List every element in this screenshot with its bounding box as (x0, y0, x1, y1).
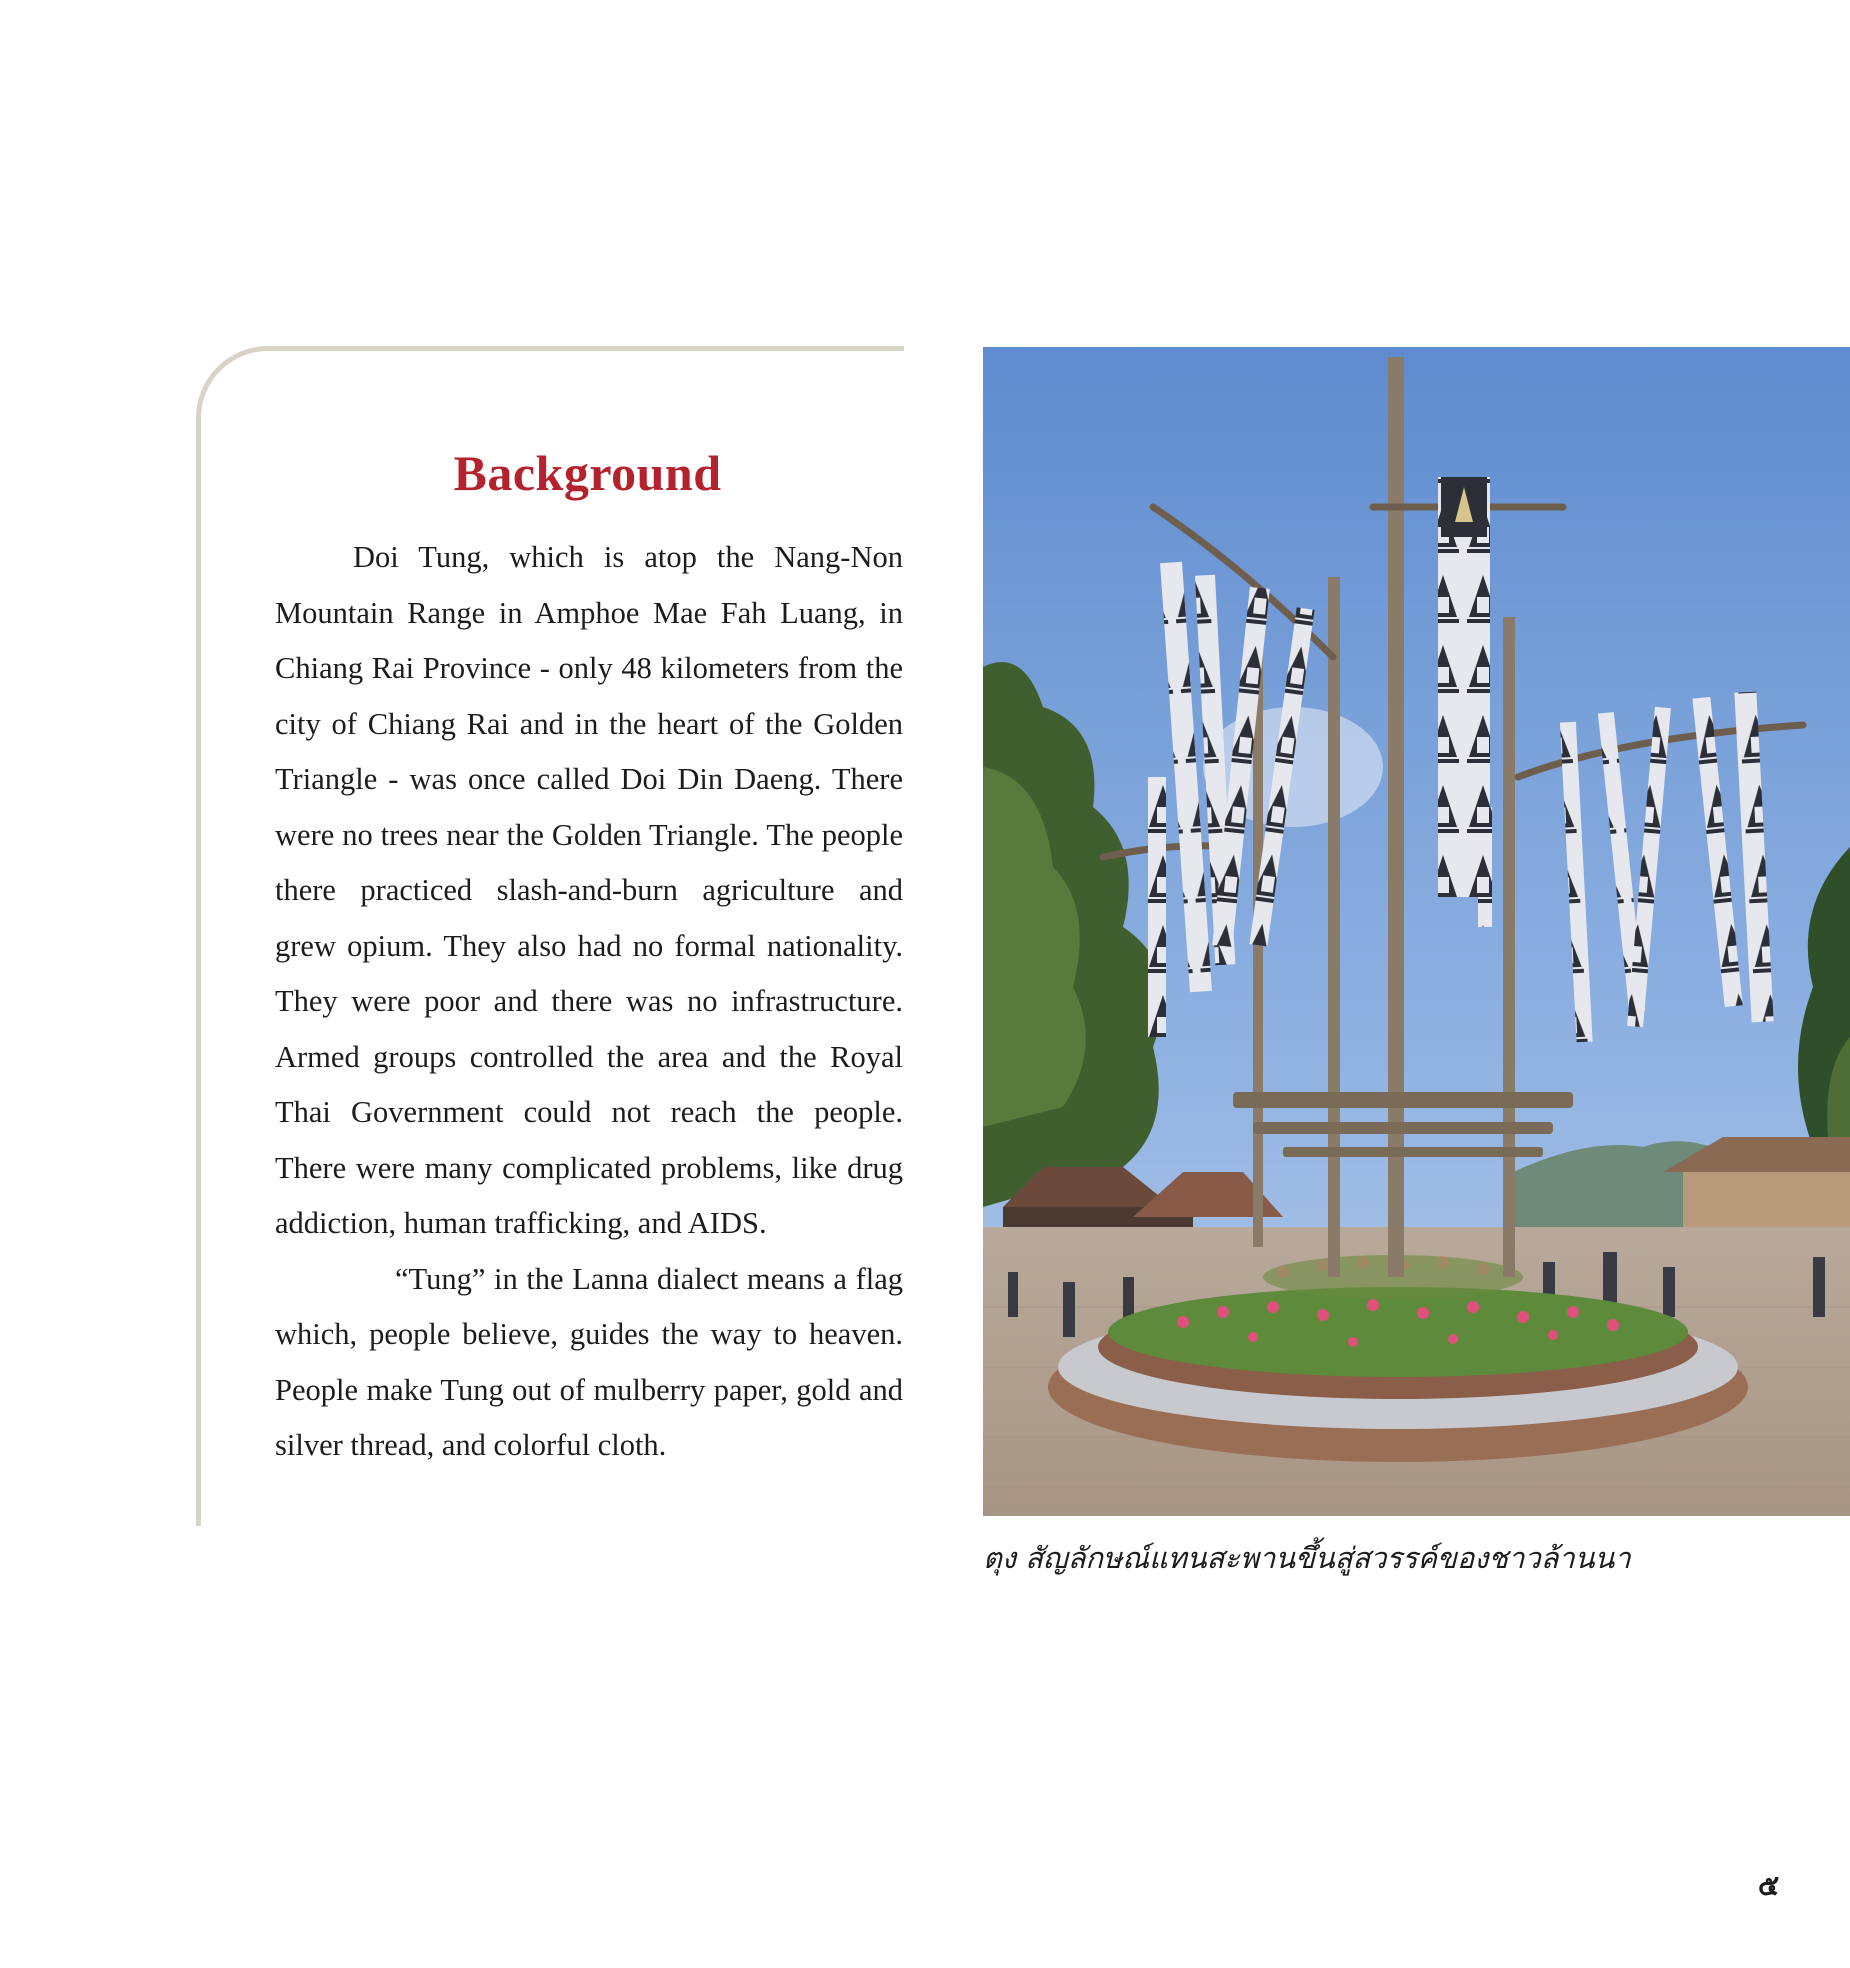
page-number: ๕ (1758, 1869, 1780, 1902)
section-title: Background (453, 444, 722, 501)
photo-caption: ตุง สัญลักษณ์แทนสะพานขึ้นสู่สวรรค์ของชาวล้านนา (983, 1541, 1631, 1575)
body-text (275, 530, 903, 1474)
paragraph-2: “Tung” in the Lanna dialect means a flag which, people believe, guides the way to heaven. People make Tung out of mulberry paper, gold and silver thread, and colorful cloth. (275, 1261, 903, 1462)
tung-flags-photo (983, 347, 1850, 1516)
paragraph-1: Doi Tung, which is atop the Nang-Non Mountain Range in Amphoe Mae Fah Luang, in Chiang Rai Province - only 48 kilometers from the city of Chiang Rai and in the heart of the Golden Triangle - was once called Doi Din Daeng. There were no trees near the Golden Triangle. The people there practiced slash-and-burn agriculture and grew opium. They also had no formal nationality. They were poor and there was no infrastructure. Armed groups controlled the area and the Royal Thai Government could not reach the people. There were many complicated problems, like drug addiction, human trafficking, and AIDS. (275, 540, 903, 1240)
